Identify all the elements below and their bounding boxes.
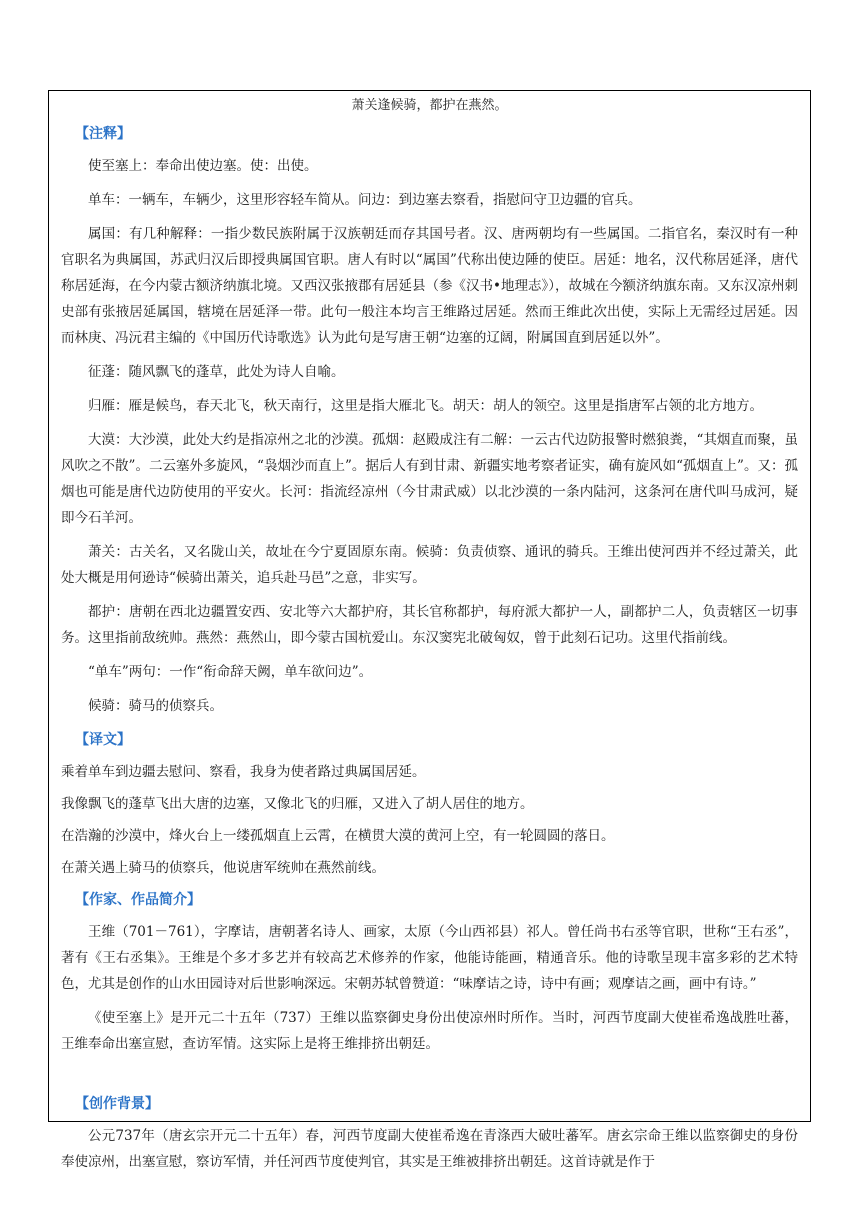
note-item: 单车：一辆车，车辆少，这里形容轻车简从。问边：到边塞去察看，指慰问守卫边疆的官兵。 [88, 192, 642, 208]
author-heading: 【作家、作品简介】 [75, 892, 201, 908]
spacer [61, 1065, 798, 1091]
note-item: 属国：有几种解释：一指少数民族附属于汉族朝廷而存其国号者。汉、唐两朝均有一些属国。二指官名，秦汉时有一种官职名为典属国，苏武归汉后即授典属国官职。唐人有时以“属国”代称出使边陲的使臣。居延：地名，汉代称居延泽，唐代称居延海，在今内蒙古额济纳旗北境。又西汉张掖郡有居延县（参《汉书•地理志》），故城在今额济纳旗东南。又东汉凉州刺史部有张掖居延属国，辖境在居延泽一带。此句一般注本均言王维路过居延。然而王维此次出使，实际上无需经过居延。因而林庚、冯沅君主编的《中国历代诗歌选》认为此句是写唐王朝“边塞的辽阔，附属国直到居延以外”。 [61, 226, 798, 346]
author-paragraph: 王维（701－761），字摩诘，唐朝著名诗人、画家，太原（今山西祁县）祁人。曾任尚书右丞等官职，世称“王右丞”，著有《王右丞集》。王维是个多才多艺并有较高艺术修养的作家，他能诗能画，精通音乐。他的诗歌呈现丰富多彩的艺术特色，尤其是创作的山水田园诗对后世影响深远。宋朝苏轼曾赞道：“味摩诘之诗，诗中有画；观摩诘之画，画中有诗。” [61, 924, 798, 992]
note-item: 候骑：骑马的侦察兵。 [88, 698, 223, 714]
translation-line: 我像飘飞的蓬草飞出大唐的边塞，又像北飞的归雁，又进入了胡人居住的地方。 [61, 796, 534, 812]
note-item: 使至塞上：奉命出使边塞。使：出使。 [88, 158, 318, 174]
note-item: 大漠：大沙漠，此处大约是指凉州之北的沙漠。孤烟：赵殿成注有二解：一云古代边防报警时燃狼粪，“其烟直而聚，虽风吹之不散”。二云塞外多旋风，“袅烟沙而直上”。据后人有到甘肃、新疆实地考察者证实，确有旋风如“孤烟直上”。又：孤烟也可能是唐代边防使用的平安火。长河：指流经凉州（今甘肃武威）以北沙漠的一条内陆河，这条河在唐代叫马成河，疑即今石羊河。 [61, 432, 798, 526]
background-heading: 【创作背景】 [75, 1096, 159, 1112]
background-paragraph: 公元737年（唐玄宗开元二十五年）春，河西节度副大使崔希逸在青涤西大破吐蕃军。唐玄宗命王维以监察御史的身份奉使凉州，出塞宣慰，察访军情，并任河西节度使判官，其实是王维被排挤出朝廷。这首诗就是作于 [61, 1128, 798, 1170]
note-item: “单车”两句：一作“衔命辞天阙，单车欲问边”。 [88, 664, 373, 680]
document-frame [48, 90, 811, 1170]
translation-line: 在萧关遇上骑马的侦察兵，他说唐军统帅在燕然前线。 [61, 860, 385, 876]
poem-last-line: 萧关逢候骑，都护在燕然。 [351, 98, 508, 113]
note-item: 征蓬：随风飘飞的蓬草，此处为诗人自喻。 [88, 364, 345, 380]
translation-line: 在浩瀚的沙漠中，烽火台上一缕孤烟直上云霄，在横贯大漠的黄河上空，有一轮圆圆的落日。 [61, 828, 615, 844]
note-item: 归雁：雁是候鸟，春天北飞，秋天南行，这里是指大雁北飞。胡天：胡人的领空。这里是指唐军占领的北方地方。 [88, 398, 763, 414]
translation-line: 乘着单车到边疆去慰问、察看，我身为使者路过典属国居延。 [61, 764, 426, 780]
note-item: 都护：唐朝在西北边疆置安西、安北等六大都护府，其长官称都护，每府派大都护一人，副都护二人，负责辖区一切事务。这里指前敌统帅。燕然：燕然山，即今蒙古国杭爱山。东汉窦宪北破匈奴，曾于此刻石记功。这里代指前线。 [61, 604, 798, 646]
author-paragraph: 《使至塞上》是开元二十五年（737）王维以监察御史身份出使凉州时所作。当时，河西节度副大使崔希逸战胜吐蕃，王维奉命出塞宣慰，查访军情。这实际上是将王维排挤出朝廷。 [61, 1010, 798, 1052]
notes-heading: 【注释】 [75, 126, 131, 142]
document-content [61, 93, 798, 1183]
translation-heading: 【译文】 [75, 732, 131, 748]
note-item: 萧关：古关名，又名陇山关，故址在今宁夏固原东南。候骑：负责侦察、通讯的骑兵。王维出使河西并不经过萧关，此处大概是用何逊诗“候骑出萧关，追兵赴马邑”之意，非实写。 [61, 544, 798, 586]
